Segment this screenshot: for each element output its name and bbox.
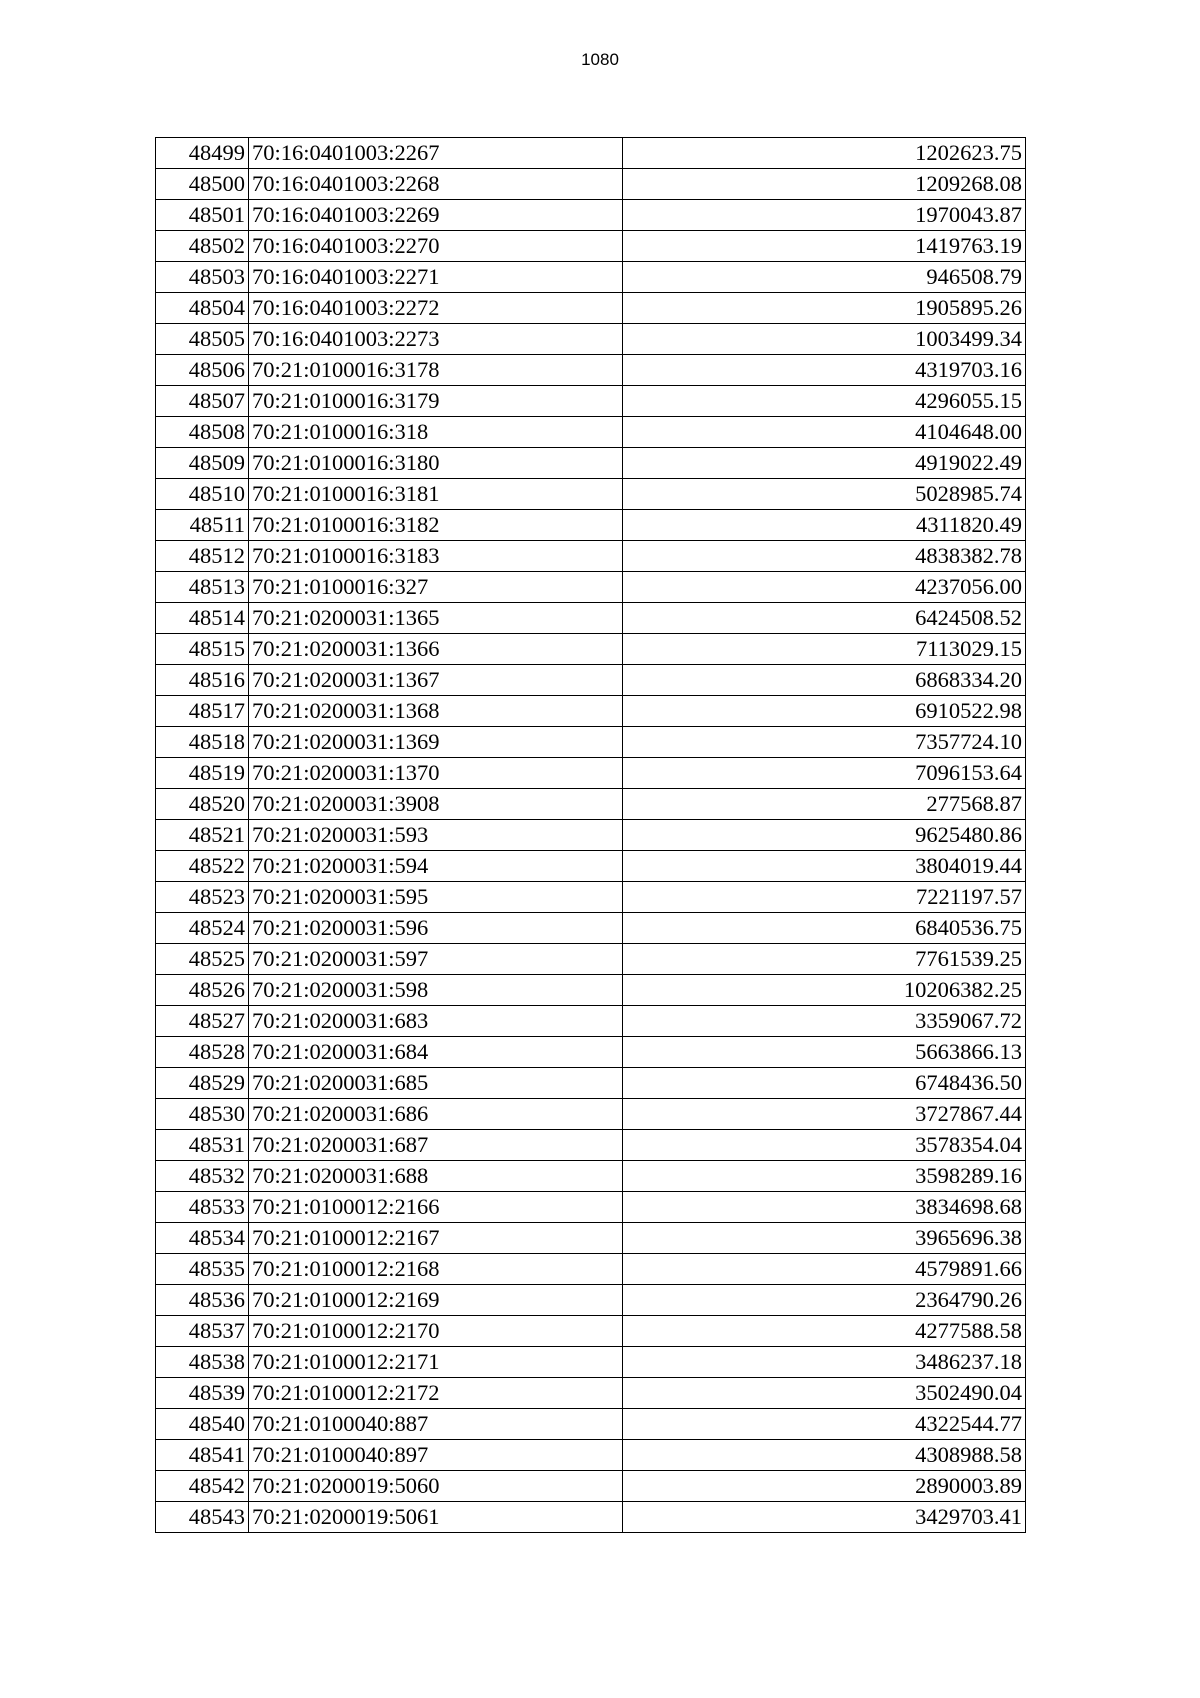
cadastral-value-cell: 5028985.74 [623,479,1026,510]
table-row [156,913,1026,944]
table-row [156,1471,1026,1502]
table-row [156,603,1026,634]
cadastral-value-cell: 4104648.00 [623,417,1026,448]
table-row [156,820,1026,851]
cadastral-number-cell: 70:21:0100012:2166 [249,1192,623,1223]
cadastral-number-cell: 70:21:0100016:3181 [249,479,623,510]
row-number-cell: 48530 [156,1099,249,1130]
cadastral-number-cell: 70:21:0200031:688 [249,1161,623,1192]
cadastral-value-cell: 6424508.52 [623,603,1026,634]
row-number-cell: 48502 [156,231,249,262]
table-row [156,1316,1026,1347]
table-row [156,851,1026,882]
table-row [156,1037,1026,1068]
cadastral-value-cell: 1970043.87 [623,200,1026,231]
row-number-cell: 48523 [156,882,249,913]
cadastral-value-cell: 946508.79 [623,262,1026,293]
cadastral-value-cell: 3727867.44 [623,1099,1026,1130]
row-number-cell: 48529 [156,1068,249,1099]
table-row [156,417,1026,448]
table-row [156,479,1026,510]
row-number-cell: 48522 [156,851,249,882]
cadastral-value-cell: 1905895.26 [623,293,1026,324]
cadastral-value-cell: 3578354.04 [623,1130,1026,1161]
table-row [156,262,1026,293]
cadastral-value-cell: 4838382.78 [623,541,1026,572]
cadastral-number-cell: 70:21:0200031:1365 [249,603,623,634]
table-row [156,1161,1026,1192]
table-row [156,541,1026,572]
cadastral-number-cell: 70:21:0100016:3183 [249,541,623,572]
row-number-cell: 48521 [156,820,249,851]
cadastral-number-cell: 70:21:0200031:3908 [249,789,623,820]
row-number-cell: 48531 [156,1130,249,1161]
table-row [156,324,1026,355]
table-row [156,231,1026,262]
cadastral-number-cell: 70:21:0100016:327 [249,572,623,603]
table-row [156,1285,1026,1316]
cadastral-number-cell: 70:21:0200031:1366 [249,634,623,665]
cadastral-value-cell: 7221197.57 [623,882,1026,913]
cadastral-number-cell: 70:21:0100012:2171 [249,1347,623,1378]
cadastral-value-cell: 6748436.50 [623,1068,1026,1099]
cadastral-number-cell: 70:16:0401003:2271 [249,262,623,293]
row-number-cell: 48526 [156,975,249,1006]
table-row [156,1099,1026,1130]
table-row [156,696,1026,727]
cadastral-number-cell: 70:21:0100040:897 [249,1440,623,1471]
cadastral-value-cell: 7357724.10 [623,727,1026,758]
table-row [156,293,1026,324]
row-number-cell: 48536 [156,1285,249,1316]
cadastral-value-cell: 4319703.16 [623,355,1026,386]
cadastral-value-cell: 3359067.72 [623,1006,1026,1037]
table-row [156,1347,1026,1378]
table-row [156,1254,1026,1285]
cadastral-number-cell: 70:21:0100016:3182 [249,510,623,541]
cadastral-value-cell: 3502490.04 [623,1378,1026,1409]
cadastral-number-cell: 70:21:0200019:5061 [249,1502,623,1533]
cadastral-number-cell: 70:21:0200031:685 [249,1068,623,1099]
cadastral-value-cell: 2890003.89 [623,1471,1026,1502]
table-row [156,572,1026,603]
cadastral-number-cell: 70:21:0100016:3179 [249,386,623,417]
cadastral-number-cell: 70:16:0401003:2267 [249,138,623,169]
cadastral-value-cell: 6910522.98 [623,696,1026,727]
row-number-cell: 48535 [156,1254,249,1285]
cadastral-value-cell: 4322544.77 [623,1409,1026,1440]
cadastral-value-cell: 1202623.75 [623,138,1026,169]
row-number-cell: 48499 [156,138,249,169]
cadastral-number-cell: 70:21:0200031:1367 [249,665,623,696]
table-row [156,665,1026,696]
page-number: 1080 [581,50,619,69]
table-row [156,1068,1026,1099]
table-row [156,386,1026,417]
cadastral-number-cell: 70:21:0200031:686 [249,1099,623,1130]
row-number-cell: 48519 [156,758,249,789]
cadastral-number-cell: 70:21:0100012:2168 [249,1254,623,1285]
cadastral-number-cell: 70:21:0200031:683 [249,1006,623,1037]
cadastral-value-cell: 7761539.25 [623,944,1026,975]
table-row [156,1006,1026,1037]
table-row [156,634,1026,665]
table-row [156,1502,1026,1533]
row-number-cell: 48517 [156,696,249,727]
row-number-cell: 48509 [156,448,249,479]
row-number-cell: 48508 [156,417,249,448]
cadastral-value-cell: 7113029.15 [623,634,1026,665]
table-row [156,200,1026,231]
row-number-cell: 48518 [156,727,249,758]
row-number-cell: 48542 [156,1471,249,1502]
cadastral-number-cell: 70:21:0200031:1369 [249,727,623,758]
cadastral-number-cell: 70:21:0200031:1370 [249,758,623,789]
cadastral-value-cell: 277568.87 [623,789,1026,820]
cadastral-number-cell: 70:21:0100016:3180 [249,448,623,479]
row-number-cell: 48524 [156,913,249,944]
cadastral-value-cell: 1419763.19 [623,231,1026,262]
row-number-cell: 48501 [156,200,249,231]
cadastral-value-cell: 1209268.08 [623,169,1026,200]
cadastral-number-cell: 70:21:0200019:5060 [249,1471,623,1502]
row-number-cell: 48538 [156,1347,249,1378]
cadastral-value-cell: 4311820.49 [623,510,1026,541]
table-row [156,1192,1026,1223]
cadastral-number-cell: 70:16:0401003:2269 [249,200,623,231]
row-number-cell: 48506 [156,355,249,386]
cadastral-value-cell: 5663866.13 [623,1037,1026,1068]
cadastral-value-cell: 4308988.58 [623,1440,1026,1471]
row-number-cell: 48511 [156,510,249,541]
row-number-cell: 48507 [156,386,249,417]
cadastral-number-cell: 70:21:0200031:687 [249,1130,623,1161]
table-row [156,882,1026,913]
row-number-cell: 48520 [156,789,249,820]
cadastral-number-cell: 70:21:0100012:2167 [249,1223,623,1254]
cadastral-number-cell: 70:16:0401003:2268 [249,169,623,200]
cadastral-value-cell: 3965696.38 [623,1223,1026,1254]
cadastral-value-cell: 7096153.64 [623,758,1026,789]
cadastral-value-cell: 4277588.58 [623,1316,1026,1347]
cadastral-value-cell: 2364790.26 [623,1285,1026,1316]
row-number-cell: 48515 [156,634,249,665]
cadastral-number-cell: 70:16:0401003:2273 [249,324,623,355]
cadastral-number-cell: 70:21:0200031:596 [249,913,623,944]
cadastral-number-cell: 70:21:0200031:598 [249,975,623,1006]
row-number-cell: 48513 [156,572,249,603]
row-number-cell: 48525 [156,944,249,975]
row-number-cell: 48503 [156,262,249,293]
cadastral-number-cell: 70:21:0100016:318 [249,417,623,448]
cadastral-number-cell: 70:21:0200031:595 [249,882,623,913]
table-row [156,1378,1026,1409]
cadastral-value-cell: 3429703.41 [623,1502,1026,1533]
cadastral-value-cell: 9625480.86 [623,820,1026,851]
row-number-cell: 48527 [156,1006,249,1037]
cadastral-value-cell: 3804019.44 [623,851,1026,882]
table-row [156,975,1026,1006]
row-number-cell: 48504 [156,293,249,324]
table-row [156,169,1026,200]
cadastral-value-cell: 3486237.18 [623,1347,1026,1378]
table-row [156,1223,1026,1254]
cadastral-number-cell: 70:21:0100040:887 [249,1409,623,1440]
cadastral-number-cell: 70:21:0200031:593 [249,820,623,851]
cadastral-number-cell: 70:21:0100016:3178 [249,355,623,386]
table-row [156,727,1026,758]
cadastral-number-cell: 70:21:0200031:594 [249,851,623,882]
cadastral-number-cell: 70:21:0200031:597 [249,944,623,975]
row-number-cell: 48512 [156,541,249,572]
row-number-cell: 48533 [156,1192,249,1223]
row-number-cell: 48532 [156,1161,249,1192]
cadastral-value-cell: 1003499.34 [623,324,1026,355]
row-number-cell: 48528 [156,1037,249,1068]
row-number-cell: 48534 [156,1223,249,1254]
cadastral-number-cell: 70:21:0100012:2170 [249,1316,623,1347]
table-row [156,510,1026,541]
cadastral-value-cell: 3598289.16 [623,1161,1026,1192]
cadastral-value-cell: 10206382.25 [623,975,1026,1006]
table-row [156,789,1026,820]
cadastral-number-cell: 70:21:0100012:2172 [249,1378,623,1409]
cadastral-number-cell: 70:21:0200031:684 [249,1037,623,1068]
table-row [156,758,1026,789]
cadastral-value-cell: 6840536.75 [623,913,1026,944]
table-row [156,944,1026,975]
row-number-cell: 48500 [156,169,249,200]
row-number-cell: 48543 [156,1502,249,1533]
table-row [156,355,1026,386]
row-number-cell: 48514 [156,603,249,634]
cadastral-value-table [155,137,1026,1533]
row-number-cell: 48537 [156,1316,249,1347]
table-row [156,1409,1026,1440]
row-number-cell: 48505 [156,324,249,355]
cadastral-value-cell: 6868334.20 [623,665,1026,696]
cadastral-value-cell: 4919022.49 [623,448,1026,479]
cadastral-number-cell: 70:21:0100012:2169 [249,1285,623,1316]
row-number-cell: 48516 [156,665,249,696]
cadastral-value-cell: 4296055.15 [623,386,1026,417]
row-number-cell: 48510 [156,479,249,510]
cadastral-number-cell: 70:16:0401003:2270 [249,231,623,262]
row-number-cell: 48540 [156,1409,249,1440]
table-row [156,138,1026,169]
row-number-cell: 48541 [156,1440,249,1471]
cadastral-value-cell: 4237056.00 [623,572,1026,603]
cadastral-number-cell: 70:16:0401003:2272 [249,293,623,324]
table-row [156,1440,1026,1471]
cadastral-value-cell: 3834698.68 [623,1192,1026,1223]
cadastral-value-cell: 4579891.66 [623,1254,1026,1285]
table-row [156,1130,1026,1161]
cadastral-number-cell: 70:21:0200031:1368 [249,696,623,727]
row-number-cell: 48539 [156,1378,249,1409]
table-row [156,448,1026,479]
table-body [156,138,1026,1533]
